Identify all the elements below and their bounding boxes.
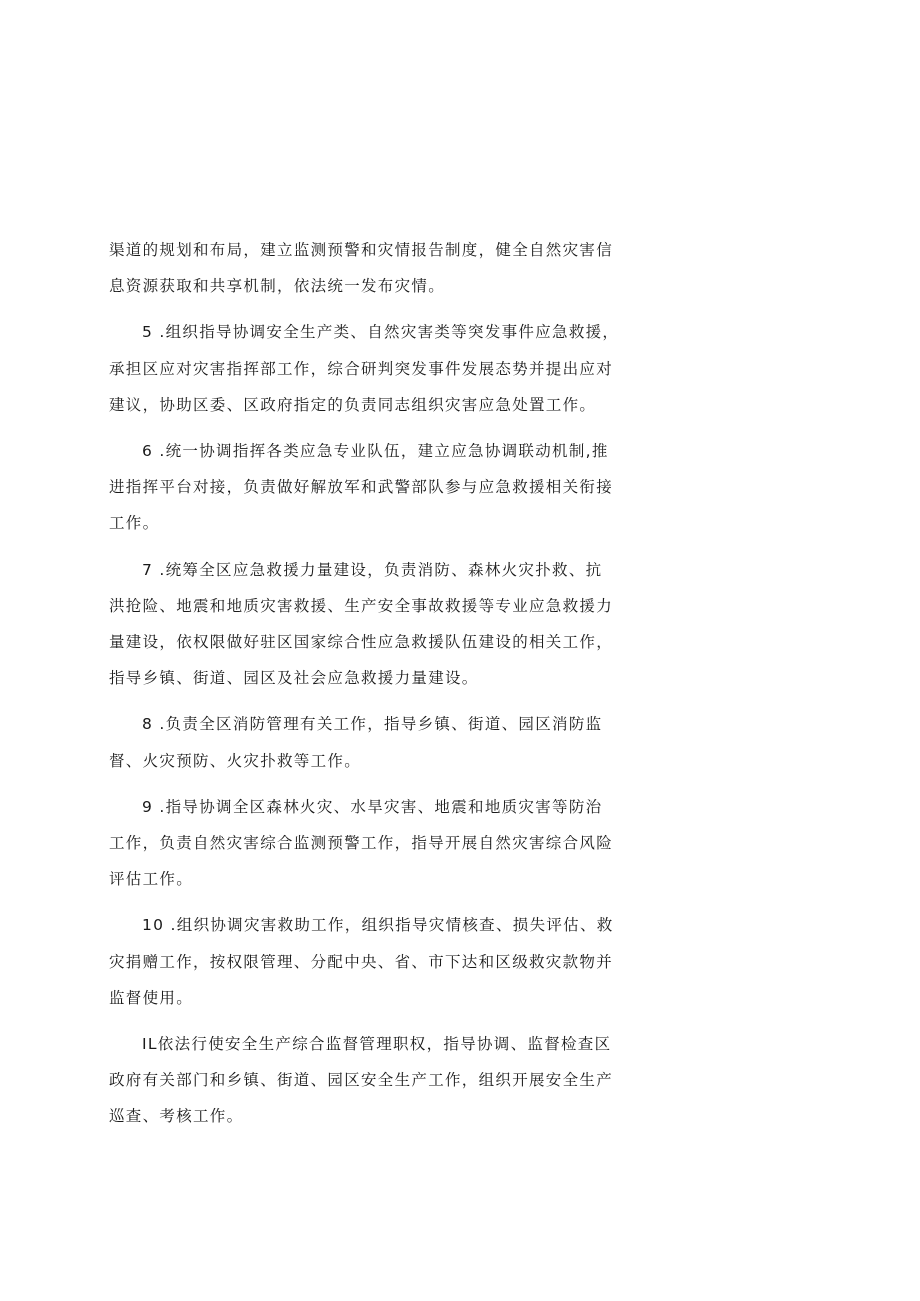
paragraph-continuation (109, 232, 629, 304)
text-line: 洪抢险、地震和地质灾害救援、生产安全事故救援等专业应急救援力 (109, 596, 614, 615)
text-line: 评估工作。 (109, 870, 194, 889)
text-line: 承担区应对灾害指挥部工作，综合研判突发事件发展态势并提出应对 (109, 359, 614, 378)
text-line: 9 .指导协调全区森林火灾、水旱灾害、地震和地质灾害等防治 (142, 797, 603, 816)
text-line: 8 .负责全区消防管理有关工作，指导乡镇、街道、园区消防监 (142, 715, 603, 734)
paragraph-item-5 (109, 314, 629, 423)
text-line: 渠道的规划和布局，建立监测预警和灾情报告制度，健全自然灾害信 (109, 241, 614, 259)
text-line: 巡查、考核工作。 (109, 1107, 244, 1126)
text-line: 指导乡镇、街道、园区及社会应急救援力量建设。 (109, 669, 479, 688)
paragraph-item-8 (109, 706, 629, 778)
text-line: 督、火灾预防、火灾扑救等工作。 (109, 751, 362, 770)
text-line: 6 .统一协调指挥各类应急专业队伍，建立应急协调联动机制,推 (142, 442, 609, 461)
text-line: 监督使用。 (109, 988, 194, 1007)
text-line: 灾捐赠工作，按权限管理、分配中央、省、市下达和区级救灾款物并 (109, 952, 614, 971)
text-line: 工作。 (109, 514, 160, 533)
text-line: 息资源获取和共享机制，依法统一发布灾情。 (109, 277, 446, 296)
text-line: 7 .统筹全区应急救援力量建设，负责消防、森林火灾扑救、抗 (142, 560, 603, 579)
text-line: 进指挥平台对接，负责做好解放军和武警部队参与应急救援相关衔接 (109, 478, 614, 497)
text-line: 10 .组织协调灾害救助工作，组织指导灾情核查、损失评估、救 (142, 916, 614, 935)
text-line: 建议，协助区委、区政府指定的负责同志组织灾害应急处置工作。 (109, 395, 597, 414)
document-body (109, 232, 629, 1145)
text-line: IL依法行使安全生产综合监督管理职权，指导协调、监督检查区 (142, 1035, 612, 1054)
text-line: 5 .组织指导协调安全生产类、自然灾害类等突发事件应急救援， (142, 323, 620, 342)
text-line: 量建设，依权限做好驻区国家综合性应急救援队伍建设的相关工作， (109, 633, 614, 652)
paragraph-item-6 (109, 433, 629, 542)
text-line: 政府有关部门和乡镇、街道、园区安全生产工作，组织开展安全生产 (109, 1071, 614, 1090)
paragraph-item-7 (109, 552, 629, 697)
paragraph-item-10 (109, 907, 629, 1016)
paragraph-item-9 (109, 789, 629, 898)
text-line: 工作，负责自然灾害综合监测预警工作，指导开展自然灾害综合风险 (109, 834, 614, 853)
paragraph-item-11 (109, 1026, 629, 1135)
